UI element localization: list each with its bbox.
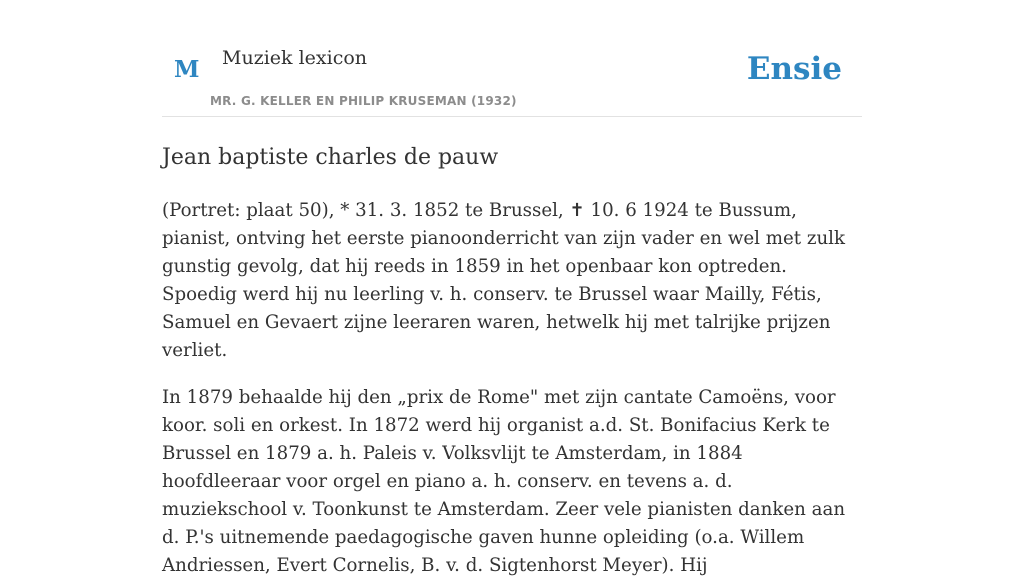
entry-body — [162, 197, 862, 580]
book-logo[interactable]: M — [174, 56, 200, 83]
entry-paragraph: In 1879 behaalde hij den „prix de Rome" met zijn cantate Camoëns, voor koor. soli en orkest. In 1872 werd hij organist a.d. St. Bonifacius Kerk te Brussel en 1879 a. h. Paleis v. Volksvlijt te Amsterdam, in 1884 hoofdleeraar voor orgel en piano a. h. conserv. en tevens a. d. muziekschool v. Toonkunst te Amsterdam. Zeer vele pianisten danken aan d. P.'s uitnemende paedagogische gaven hunne opleiding (o.a. Willem Andriessen, Evert Cornelis, B. v. d. Sigtenhorst Meyer). Hij — [162, 387, 846, 576]
entry-paragraph: (Portret: plaat 50), * 31. 3. 1852 te Brussel, ✝ 10. 6 1924 te Bussum, pianist, ontving het eerste pianoonderricht van zijn vader en wel met zulk gunstig gevolg, dat hij reeds in 1859 in het openbaar kon optreden. Spoedig werd hij nu leerling v. h. conserv. te Brussel waar Mailly, Fétis, Samuel en Gevaert zijne leeraren waren, hetwelk hij met talrijke prijzen verliet. — [162, 200, 846, 361]
brand-logo[interactable]: Ensie — [746, 51, 842, 87]
book-authors: MR. G. KELLER EN PHILIP KRUSEMAN (1932) — [210, 94, 517, 108]
entry-title: Jean baptiste charles de pauw — [162, 145, 499, 170]
page-container — [162, 0, 862, 580]
book-title[interactable]: Muziek lexicon — [222, 47, 368, 69]
page-header — [162, 0, 862, 117]
